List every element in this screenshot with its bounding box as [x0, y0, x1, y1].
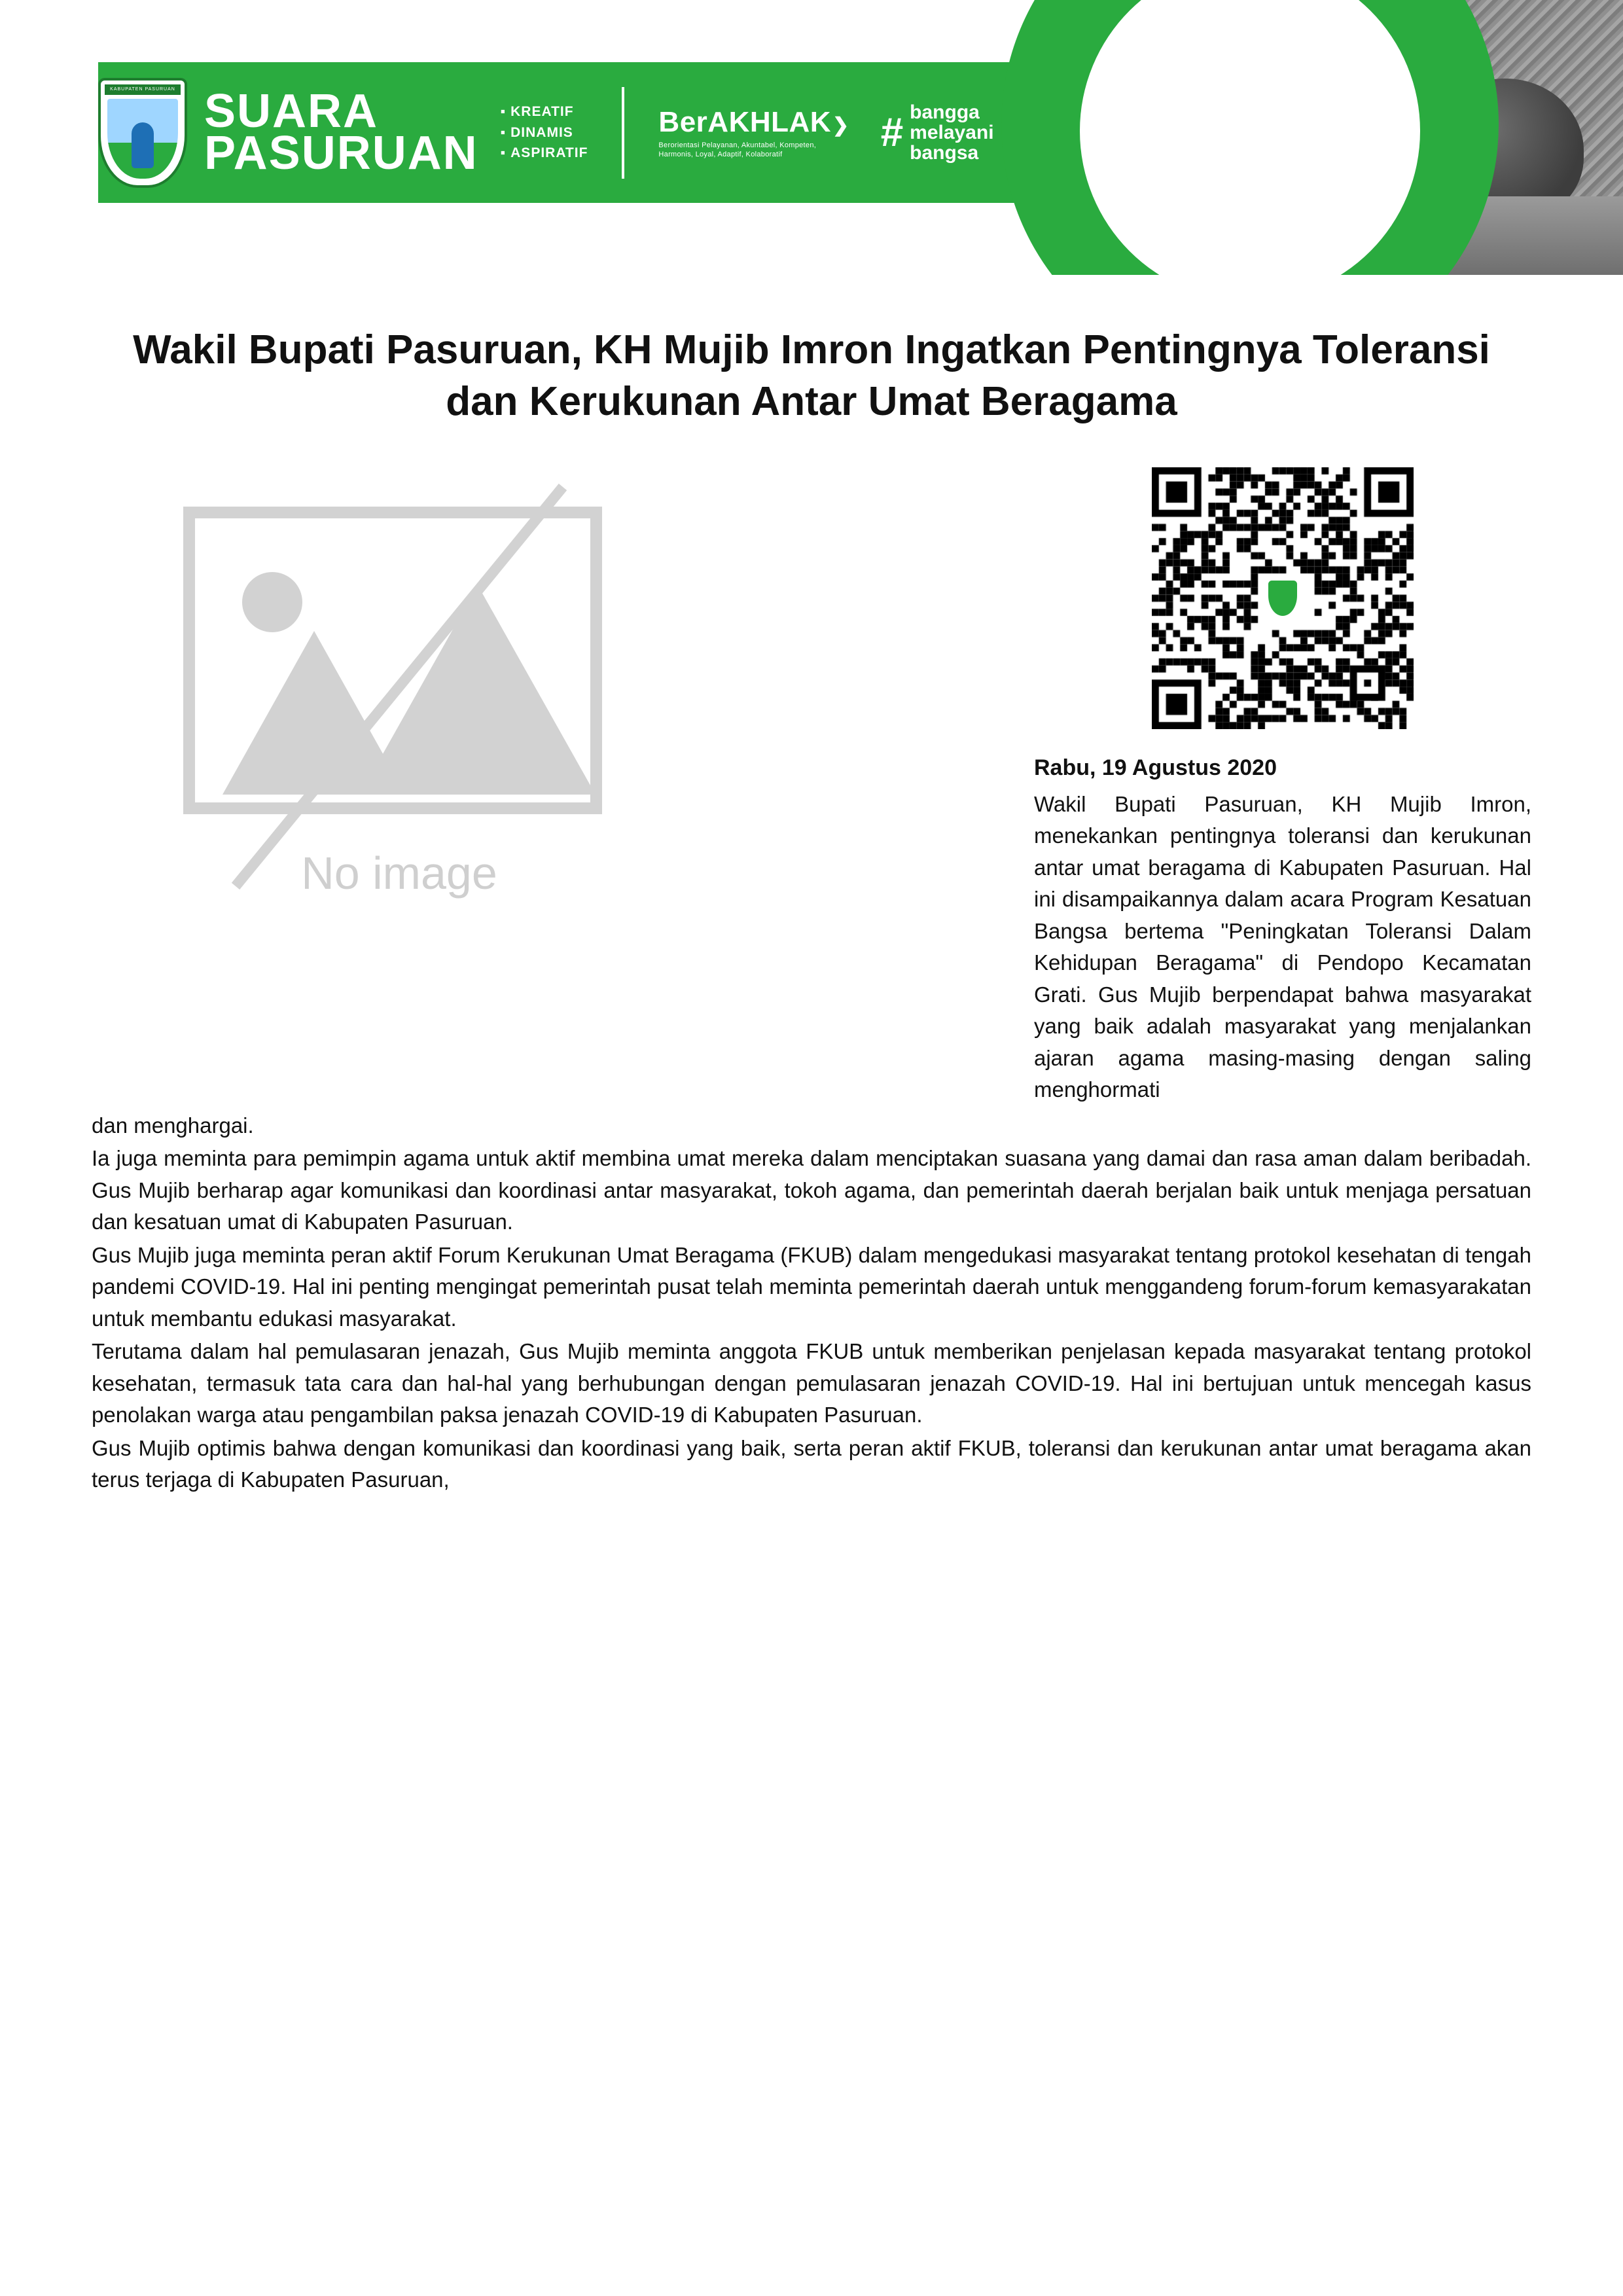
bangga-line-1: bangga [910, 101, 980, 123]
brand-line-2: PASURUAN [204, 126, 478, 179]
brand-line-1: SUARA [204, 85, 379, 138]
article-image-placeholder [144, 467, 654, 978]
tagline-item-1: ▪ KREATIF [501, 101, 588, 122]
article-body [0, 467, 1623, 1106]
bangga-line-3: bangsa [910, 142, 979, 164]
article-title: Wakil Bupati Pasuruan, KH Mujib Imron Ingatkan Pentingnya Toleransi dan Kerukunan Antar Umat Beragama [133, 327, 1490, 425]
bangga-line-2: melayani [910, 121, 994, 143]
tagline-item-3: ▪ ASPIRATIF [501, 143, 588, 164]
berakhlak-logo [658, 106, 849, 160]
image-slash-icon [144, 467, 654, 978]
article-paragraph: dan menghargai. [92, 1113, 254, 1138]
berakhlak-title [658, 106, 849, 139]
pasuruan-crest-icon [98, 78, 187, 188]
chevron-right-icon: ❯ [832, 114, 849, 136]
header-green-notch [1080, 0, 1420, 275]
qr-code[interactable] [1152, 467, 1414, 729]
article-side-column [1034, 467, 1531, 1106]
header-divider [622, 87, 624, 179]
no-image-label: No image [301, 847, 497, 899]
article-paragraph: Gus Mujib optimis bahwa dengan komunikasi dan koordinasi yang baik, serta peran aktif FKUB, toleransi dan kerukunan antar umat beragama akan terus terjaga di Kabupaten Pasuruan, [92, 1435, 1531, 1492]
hashtag-icon: # [880, 109, 904, 155]
tagline-item-2: ▪ DINAMIS [501, 122, 588, 143]
header-content [98, 62, 994, 203]
crest-body [107, 99, 178, 179]
article-paragraph: Ia juga meminta para pemimpin agama untuk aktif membina umat mereka dalam menciptakan suasana yang damai dan rasa aman dalam beribadah. Gus Mujib berharap agar komunikasi dan koordinasi antar masyarakat, tokoh agama, dan pemerintah daerah berjalan baik untuk menjaga persatuan dan kesatuan umat di Kabupaten Pasuruan. [92, 1146, 1531, 1234]
crest-figure [132, 122, 154, 168]
berakhlak-subtitle: Berorientasi Pelayanan, Akuntabel, Kompeten, Harmonis, Loyal, Adaptif, Kolaboratif [658, 141, 817, 158]
publish-date: Rabu, 19 Agustus 2020 [1034, 755, 1277, 780]
article-paragraph: Terutama dalam hal pemulasaran jenazah, Gus Mujib meminta anggota FKUB untuk memberikan penjelasan kepada masyarakat tentang protokol kesehatan, termasuk tata cara dan hal-hal yang berhubungan dengan pemulasaran jenazah COVID-19. Hal ini bertujuan untuk mencegah kasus penolakan warga atau pengambilan paksa jenazah COVID-19 di Kabupaten Pasuruan. [92, 1339, 1531, 1427]
berakhlak-title-text: BerAKHLAK [658, 105, 832, 138]
bangga-melayani-bangsa-logo [881, 102, 994, 164]
header-white-strip [0, 62, 98, 203]
article-paragraph: Gus Mujib juga meminta peran aktif Forum Kerukunan Umat Beragama (FKUB) dalam mengedukasi masyarakat tentang protokol kesehatan di tengah pandemi COVID-19. Hal ini penting mengingat pemerintah pusat telah meminta pemerintah daerah untuk menggandeng forum-forum kemasyarakatan untuk membantu edukasi masyarakat. [92, 1242, 1531, 1331]
bangga-lines [910, 102, 993, 164]
qr-center-logo-icon [1262, 574, 1304, 622]
crest-banner-text: KABUPATEN PASURUAN [105, 84, 181, 95]
brand-wordmark [204, 85, 478, 179]
article-paragraphs [0, 1110, 1623, 1496]
brand-tagline [501, 101, 588, 164]
page-header [0, 0, 1623, 275]
article-lead-paragraph: Wakil Bupati Pasuruan, KH Mujib Imron, menekankan pentingnya toleransi dan kerukunan antar umat beragama di Kabupaten Pasuruan. Hal ini disampaikannya dalam acara Program Kesatuan Bangsa bertema "Peningkatan Toleransi Dalam Kehidupan Beragama" di Pendopo Kecamatan Grati. Gus Mujib berpendapat bahwa masyarakat yang baik adalah masyarakat yang menjalankan ajaran agama masing-masing dengan saling menghormati [1034, 791, 1531, 1102]
